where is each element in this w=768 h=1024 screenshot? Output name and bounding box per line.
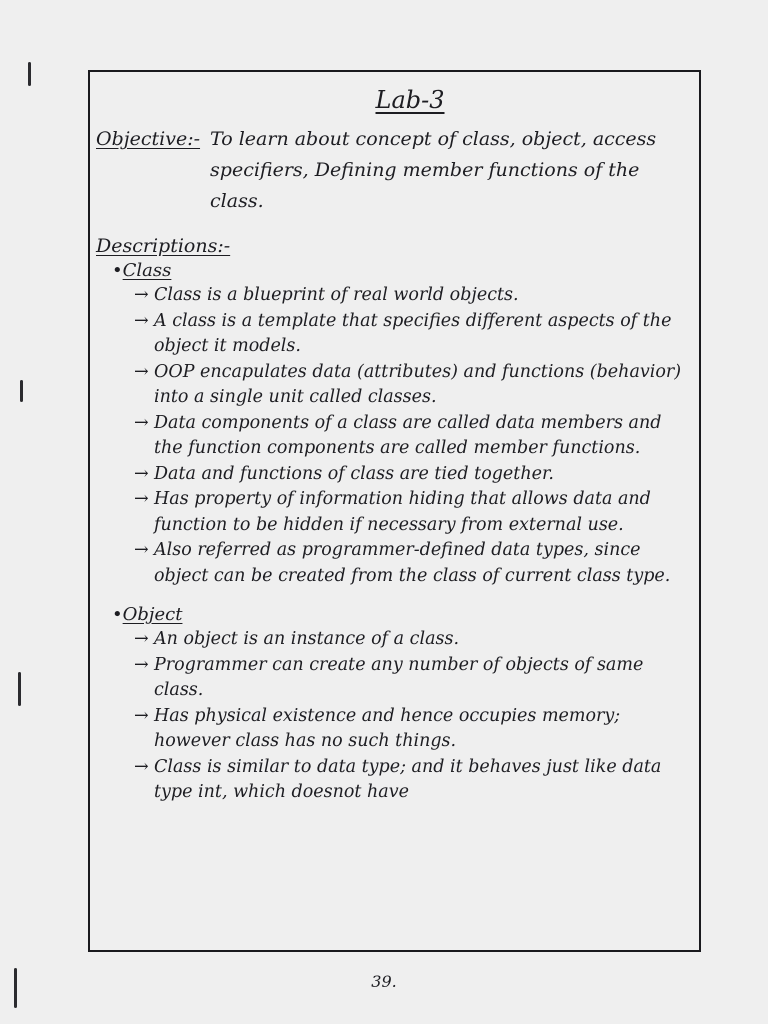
point-text: A class is a template that specifies different aspects of the object it models. bbox=[154, 310, 672, 356]
list-item bbox=[134, 283, 694, 309]
arrow-icon: → bbox=[134, 705, 149, 726]
point-text: Class is similar to data type; and it behaves just like data type int, which doesnot have bbox=[154, 756, 662, 802]
arrow-icon: → bbox=[134, 463, 149, 484]
descriptions-heading: Descriptions:- bbox=[96, 235, 231, 257]
objective-block bbox=[96, 124, 694, 217]
point-text: Has physical existence and hence occupies memory; however class has no such things. bbox=[154, 705, 621, 751]
class-heading bbox=[112, 259, 694, 283]
list-item bbox=[134, 487, 694, 538]
arrow-icon: → bbox=[134, 412, 149, 433]
point-text: Also referred as programmer-defined data types, since object can be created from the class of current class type. bbox=[154, 540, 671, 586]
point-text: An object is an instance of a class. bbox=[154, 629, 460, 649]
bullet: • bbox=[112, 260, 123, 281]
bullet: • bbox=[112, 604, 123, 625]
list-item bbox=[134, 627, 694, 653]
margin-mark bbox=[20, 380, 23, 402]
arrow-icon: → bbox=[134, 540, 149, 560]
object-heading-label: Object bbox=[122, 604, 183, 625]
point-text: Class is a blueprint of real world objects. bbox=[154, 285, 519, 305]
class-heading-label: Class bbox=[122, 260, 172, 281]
arrow-icon: → bbox=[134, 629, 149, 649]
objective-text: To learn about concept of class, object, access specifiers, Defining member functions of the class. bbox=[210, 128, 657, 212]
list-item bbox=[134, 360, 694, 411]
page-number: 39. bbox=[371, 972, 397, 991]
list-item bbox=[134, 755, 694, 806]
point-text: Data components of a class are called data members and the function components are called member functions. bbox=[154, 412, 662, 458]
page-title: Lab-3 bbox=[375, 86, 445, 114]
class-points-list bbox=[96, 283, 694, 589]
arrow-icon: → bbox=[134, 654, 149, 675]
arrow-icon: → bbox=[134, 489, 149, 509]
objective-label: Objective:- bbox=[96, 128, 201, 150]
list-item bbox=[134, 462, 694, 488]
arrow-icon: → bbox=[134, 285, 149, 305]
margin-mark bbox=[28, 62, 31, 86]
object-heading bbox=[112, 603, 694, 627]
list-item bbox=[134, 538, 694, 589]
list-item bbox=[134, 653, 694, 704]
arrow-icon: → bbox=[134, 361, 149, 382]
list-item bbox=[134, 411, 694, 462]
object-points-list bbox=[96, 627, 694, 806]
point-text: Has property of information hiding that allows data and function to be hidden if necessary from external use. bbox=[154, 489, 651, 535]
point-text: Programmer can create any number of objects of same class. bbox=[154, 654, 644, 700]
arrow-icon: → bbox=[134, 310, 149, 331]
point-text: Data and functions of class are tied together. bbox=[154, 463, 554, 484]
arrow-icon: → bbox=[134, 756, 149, 777]
margin-mark bbox=[18, 672, 21, 706]
list-item bbox=[134, 704, 694, 755]
list-item bbox=[134, 309, 694, 360]
notebook-page bbox=[96, 86, 694, 806]
point-text: OOP encapulates data (attributes) and functions (behavior) into a single unit called classes. bbox=[154, 361, 682, 407]
